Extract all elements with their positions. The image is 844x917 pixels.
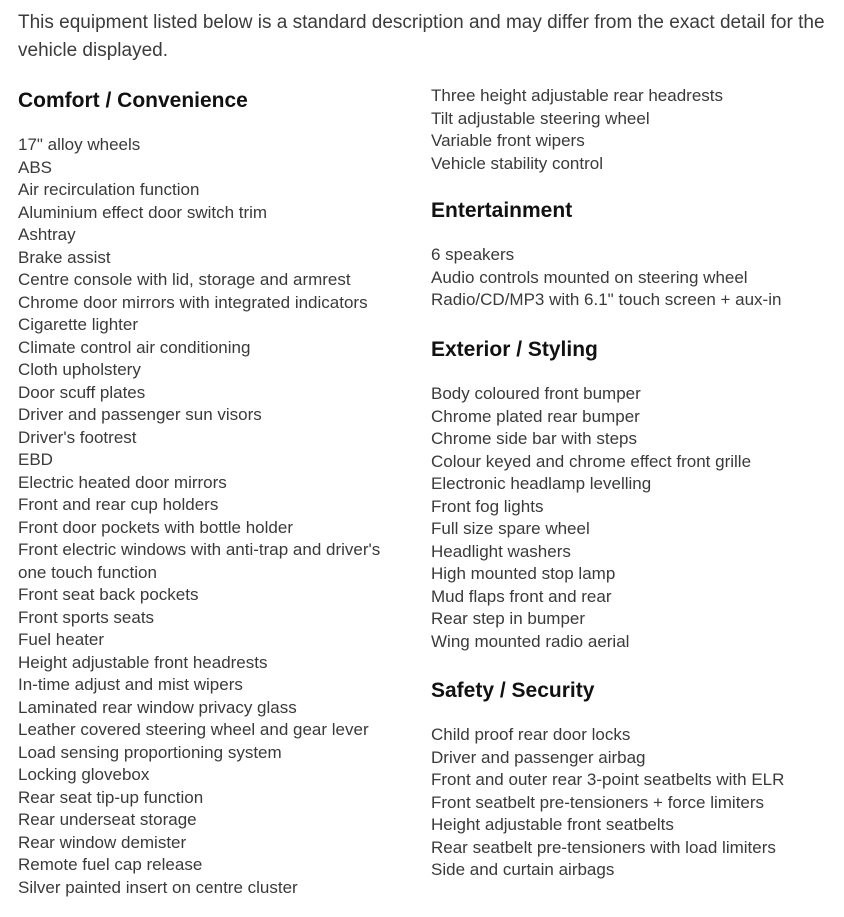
list-item: Electronic headlamp levelling — [431, 474, 652, 493]
list-item: Remote fuel cap release — [18, 855, 203, 874]
list-item: Brake assist — [18, 247, 111, 267]
section-heading-entertainment: Entertainment — [431, 199, 573, 222]
list-item: Driver and passenger airbag — [431, 747, 646, 767]
list-item: Locking glovebox — [18, 765, 150, 784]
list-item: Wing mounted radio aerial — [431, 631, 630, 651]
list-item: High mounted stop lamp — [431, 564, 616, 583]
list-item: Driver's footrest — [18, 427, 137, 447]
list-item: Cigarette lighter — [18, 315, 139, 334]
exterior-list — [431, 383, 831, 653]
list-item: ABS — [18, 157, 53, 177]
list-item: Side and curtain airbags — [431, 860, 615, 879]
list-item: Front seatbelt pre-tensioners + force limiters — [431, 792, 765, 812]
list-item: EBD — [18, 450, 53, 469]
list-item: Front sports seats — [18, 607, 155, 627]
list-item: Front electric windows with anti-trap and driver's one touch function — [18, 540, 381, 582]
comfort-list-continued — [431, 85, 831, 175]
safety-list — [431, 724, 831, 882]
list-item: In-time adjust and mist wipers — [18, 675, 243, 694]
list-item: Fuel heater — [18, 630, 104, 649]
list-item: Electric heated door mirrors — [18, 472, 227, 492]
list-item: Height adjustable front headrests — [18, 652, 268, 672]
list-item: Rear seatbelt pre-tensioners with load limiters — [431, 837, 776, 857]
list-item: Variable front wipers — [431, 131, 585, 150]
list-item: Audio controls mounted on steering wheel — [431, 267, 748, 287]
section-heading-comfort: Comfort / Convenience — [18, 89, 248, 112]
list-item: Chrome door mirrors with integrated indicators — [18, 292, 368, 312]
section-safety — [431, 677, 831, 882]
section-heading-exterior: Exterior / Styling — [431, 338, 598, 361]
list-item: Tilt adjustable steering wheel — [431, 108, 650, 128]
list-item: Centre console with lid, storage and armrest — [18, 270, 351, 289]
list-item: Door scuff plates — [18, 382, 146, 402]
list-item: Rear underseat storage — [18, 810, 197, 829]
list-item: Mud flaps front and rear — [431, 586, 612, 606]
list-item: Rear seat tip-up function — [18, 787, 204, 807]
list-item: Front and outer rear 3-point seatbelts with ELR — [431, 770, 785, 789]
list-item: Rear step in bumper — [431, 609, 586, 628]
section-exterior — [431, 336, 831, 653]
intro-text: This equipment listed below is a standard description and may differ from the exact detail for the vehicle displayed. — [18, 12, 825, 61]
list-item: Rear window demister — [18, 832, 187, 852]
section-comfort-continued — [431, 85, 831, 175]
list-item: Cloth upholstery — [18, 360, 141, 379]
list-item: Front door pockets with bottle holder — [18, 517, 293, 537]
list-item: Climate control air conditioning — [18, 337, 251, 357]
list-item: Full size spare wheel — [431, 519, 590, 538]
list-item: Laminated rear window privacy glass — [18, 697, 297, 717]
list-item: Vehicle stability control — [431, 153, 603, 173]
list-item: Driver and passenger sun visors — [18, 405, 262, 424]
list-item: Colour keyed and chrome effect front grille — [431, 451, 752, 471]
entertainment-list — [431, 244, 831, 312]
list-item: Body coloured front bumper — [431, 384, 641, 403]
list-item: Front seat back pockets — [18, 585, 199, 604]
list-item: Three height adjustable rear headrests — [431, 86, 724, 105]
section-heading-safety: Safety / Security — [431, 679, 595, 702]
list-item: Radio/CD/MP3 with 6.1" touch screen + aux-in — [431, 290, 782, 309]
list-item: Chrome side bar with steps — [431, 429, 637, 448]
list-item: Child proof rear door locks — [431, 725, 631, 744]
list-item: Headlight washers — [431, 541, 571, 561]
list-item: Front and rear cup holders — [18, 495, 219, 514]
section-comfort — [18, 87, 413, 899]
comfort-list — [18, 134, 413, 899]
list-item: Silver painted insert on centre cluster — [18, 877, 298, 897]
list-item: Load sensing proportioning system — [18, 742, 282, 762]
section-entertainment — [431, 197, 831, 312]
list-item: Ashtray — [18, 225, 76, 244]
list-item: Chrome plated rear bumper — [431, 406, 640, 426]
list-item: Height adjustable front seatbelts — [431, 815, 674, 834]
list-item: Aluminium effect door switch trim — [18, 202, 268, 222]
list-item: Air recirculation function — [18, 180, 200, 199]
list-item: 17" alloy wheels — [18, 135, 141, 154]
list-item: Front fog lights — [431, 496, 544, 516]
list-item: 6 speakers — [431, 245, 515, 264]
list-item: Leather covered steering wheel and gear lever — [18, 720, 369, 739]
